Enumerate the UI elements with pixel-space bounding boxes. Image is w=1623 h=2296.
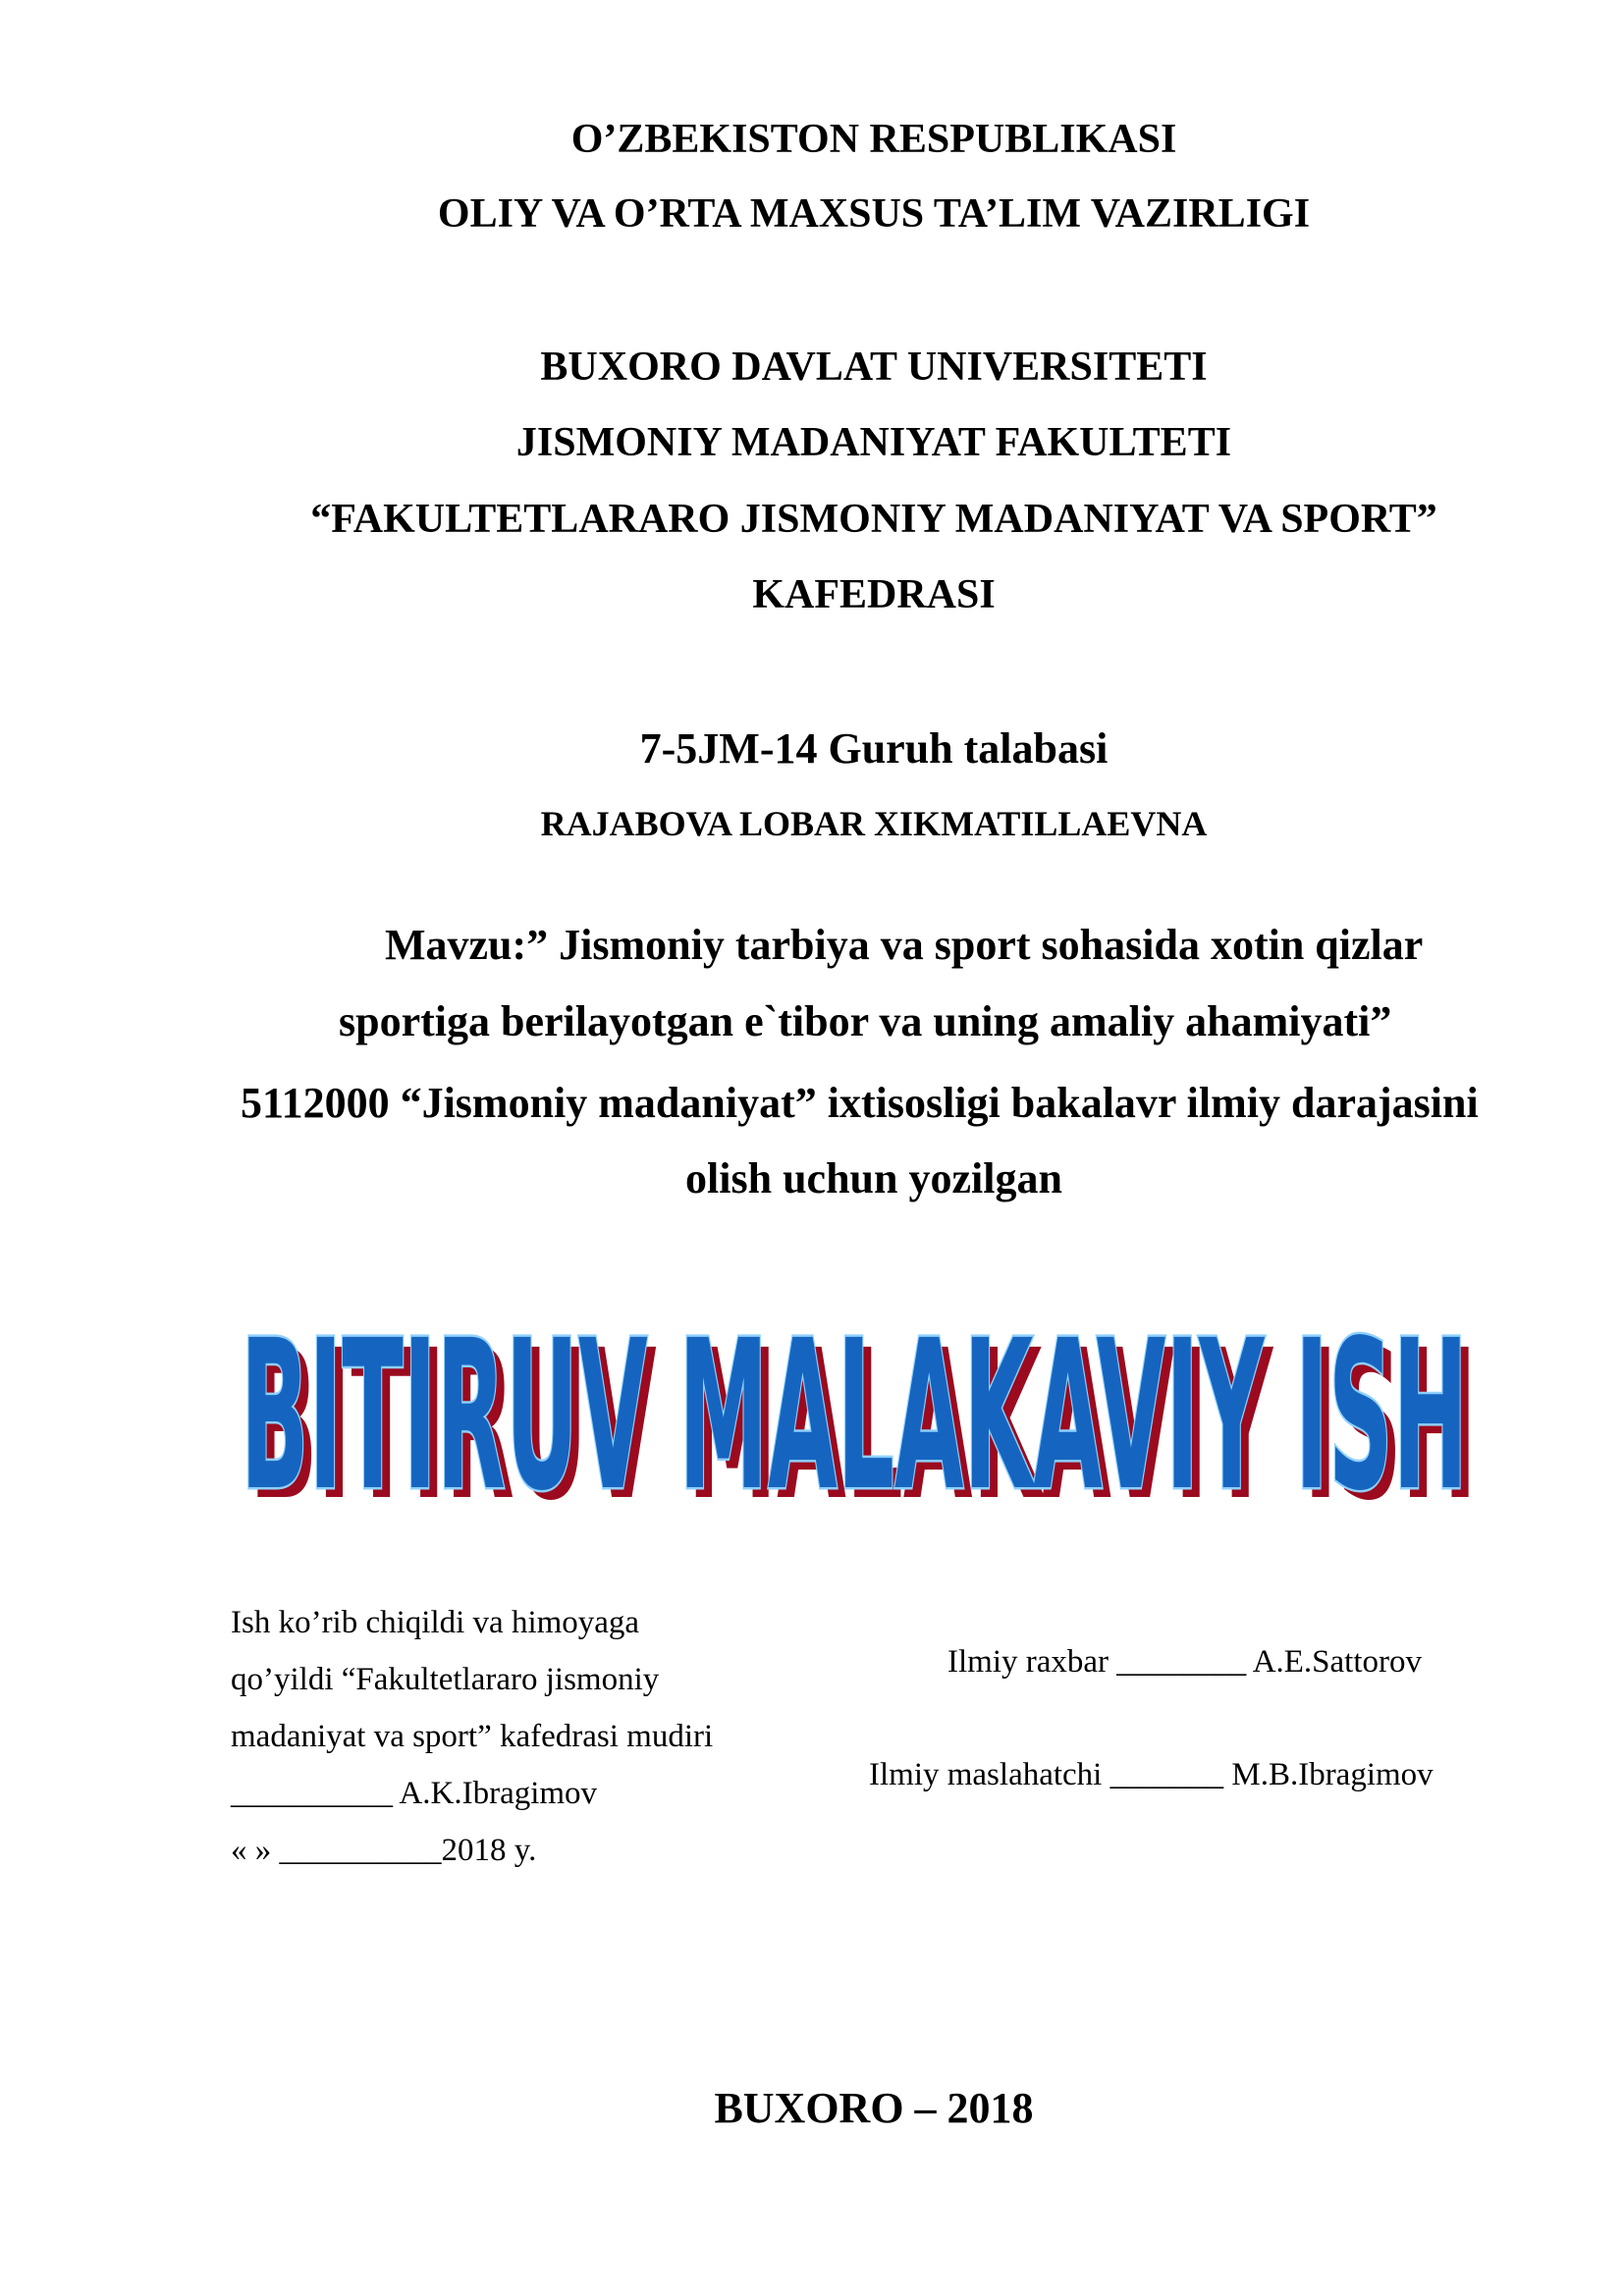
- topic-line-1: Mavzu:” Jismoniy tarbiya va sport sohasida xotin qizlar: [385, 921, 1424, 969]
- department-name: “FAKULTETLARARO JISMONIY MADANIYAT VA SPORT”: [310, 497, 1437, 542]
- consultant-signature: Ilmiy maslahatchi _______ M.B.Ibragimov: [869, 1757, 1434, 1792]
- approval-line-3: madaniyat va sport” kafedrasi mudiri: [231, 1719, 714, 1754]
- ministry-republic: O’ZBEKISTON RESPUBLIKASI: [570, 117, 1177, 162]
- faculty-name: JISMONIY MADANIYAT FAKULTETI: [515, 420, 1232, 465]
- degree-line-1: 5112000 “Jismoniy madaniyat” ixtisosligi bakalavr ilmiy darajasini: [241, 1079, 1479, 1127]
- place-year: BUXORO – 2018: [714, 2084, 1034, 2132]
- supervisor-signature: Ilmiy raxbar ________ A.E.Sattorov: [947, 1644, 1423, 1680]
- student-group: 7-5JM-14 Guruh talabasi: [639, 724, 1109, 773]
- work-title-art: [226, 1286, 1483, 1531]
- topic-line-2: sportiga berilayotgan e`tibor va uning amaliy ahamiyati”: [339, 997, 1392, 1045]
- university-name: BUXORO DAVLAT UNIVERSITETI: [540, 345, 1208, 390]
- work-title-shadow: BITIRUV MALAKAVIY ISH: [249, 1306, 1477, 1531]
- approval-line-1: Ish ko’rib chiqildi va himoyaga: [231, 1605, 640, 1640]
- approval-date: « » __________2018 y.: [231, 1833, 537, 1868]
- approval-line-2: qo’yildi “Fakultetlararo jismoniy: [231, 1662, 660, 1697]
- department-label: KAFEDRASI: [752, 572, 996, 617]
- student-name: RAJABOVA LOBAR XIKMATILLAEVNA: [540, 804, 1208, 843]
- approval-signature: __________ A.K.Ibragimov: [231, 1776, 598, 1811]
- degree-line-2: olish uchun yozilgan: [685, 1154, 1062, 1202]
- work-title-text: BITIRUV MALAKAVIY ISH: [241, 1296, 1468, 1531]
- ministry-name: OLIY VA O’RTA MAXSUS TA’LIM VAZIRLIGI: [437, 191, 1311, 237]
